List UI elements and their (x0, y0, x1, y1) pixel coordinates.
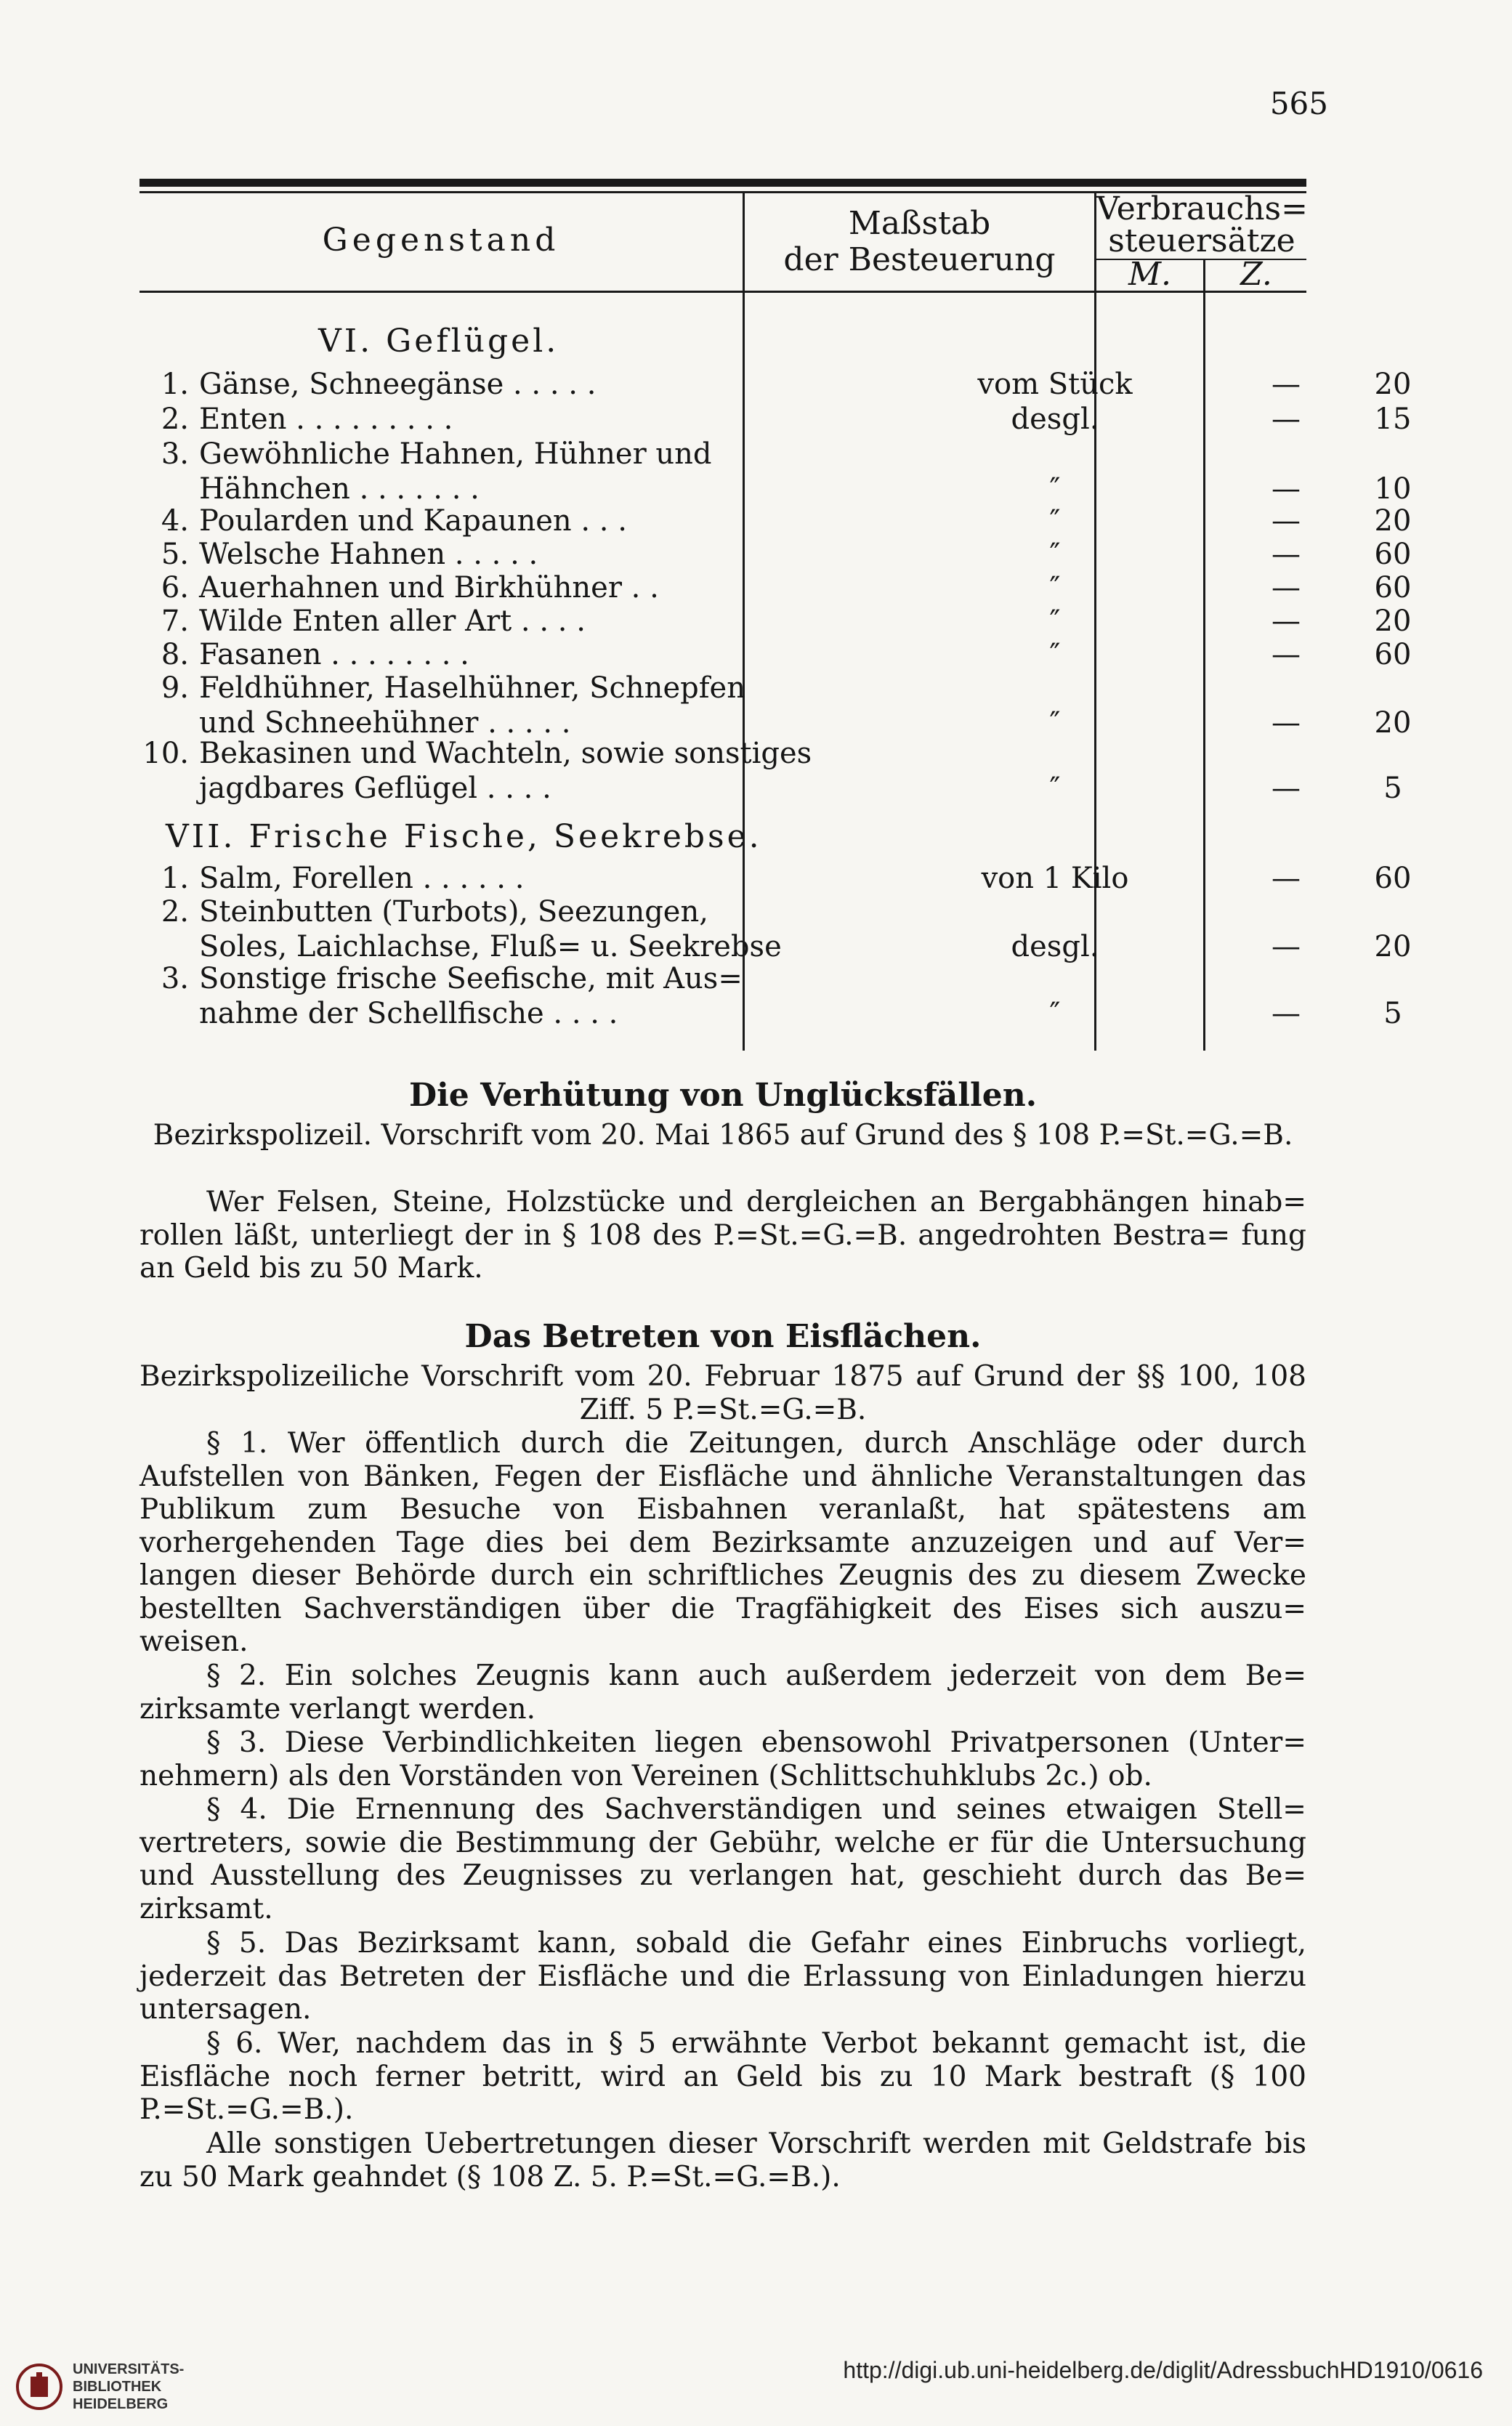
table-row: 2. Steinbutten (Turbots), Seezungen, Soles, Laichlachse, Fluß= u. Seekrebse desgl. — 20 (161, 895, 1412, 963)
logo-line-3: HEIDELBERG (73, 2396, 169, 2412)
table-top-rule-thick (140, 179, 1306, 187)
logo-line-1: UNIVERSITÄTS- (73, 2361, 185, 2377)
table-row: 1. Gänse, Schneegänse . . . . . vom Stück — 20 (161, 368, 1412, 401)
section-title-poultry: VI. Geflügel. (318, 323, 559, 360)
header-unit-mark: M. (1128, 256, 1172, 293)
table-row: 5. Welsche Hahnen . . . . . ″ — 60 (161, 538, 1412, 571)
ice-paragraph-6: § 6. Wer, nachdem das in § 5 erwähnte Verbot bekannt gemacht ist, die Eisfläche noch ferner betritt, wird an Geld bis zu 10 Mark bestraft (§ 100 P.=St.=G.=B.). (140, 2027, 1306, 2126)
library-logo (15, 2358, 240, 2416)
header-subject: Gegenstand (322, 222, 560, 259)
ice-paragraph-3: § 3. Diese Verbindlichkeiten liegen ebensowohl Privatpersonen (Unter= nehmern) als den Vorständen von Vereinen (Schlittschuhklubs 2c.) ob. (140, 1726, 1306, 1792)
table-row: 7. Wilde Enten aller Art . . . . ″ — 20 (161, 605, 1412, 638)
table-row: 2. Enten . . . . . . . . . desgl. — 15 (161, 403, 1412, 436)
source-url-link[interactable]: http://digi.ub.uni-heidelberg.de/diglit/AdressbuchHD1910/0616 (843, 2357, 1483, 2383)
accidents-text: Wer Felsen, Steine, Holzstücke und dergleichen an Bergabhängen hinab= rollen läßt, unterliegt der in § 108 des P.=St.=G.=B. angedrohten Bestra= fung an Geld bis zu 50 Mark. (140, 1186, 1306, 1285)
table-row: 3. Sonstige frische Seefische, mit Aus= nahme der Schellfische . . . . ″ — 5 (161, 962, 1402, 1030)
logo-line-2: BIBLIOTHEK (73, 2379, 162, 2395)
ice-source: Bezirkspolizeiliche Vorschrift vom 20. Februar 1875 auf Grund der §§ 100, 108 Ziff. 5 P.=St.=G.=B. (140, 1360, 1306, 1426)
table-row: 1. Salm, Forellen . . . . . . von 1 Kilo — 60 (161, 862, 1412, 895)
heading-accident-prevention: Die Verhütung von Unglücksfällen. (408, 1077, 1038, 1114)
page-number: 565 (1269, 86, 1328, 121)
header-scale-line2: der Besteuerung (783, 241, 1056, 278)
table-row: 10. Bekasinen und Wachteln, sowie sonstiges jagdbares Geflügel . . . . ″ — 5 (142, 737, 1402, 805)
header-rates-line1: Verbrauchs= (1096, 190, 1309, 227)
header-unit-pf: Z. (1240, 256, 1272, 293)
ice-paragraph-4: § 4. Die Ernennung des Sachverständigen und seines etwaigen Stell= vertreters, sowie die Bestimmung der Gebühr, welche er für die Untersuchung und Ausstellung des Zeugnisses zu verlangen hat, geschieht durch das Be= zirksamt. (140, 1793, 1306, 1925)
table-row: 3. Gewöhnliche Hahnen, Hühner und Hähnchen . . . . . . . ″ — 10 (161, 437, 1412, 506)
heading-ice-surfaces: Das Betreten von Eisflächen. (464, 1318, 982, 1355)
accidents-source: Bezirkspolizeil. Vorschrift vom 20. Mai 1865 auf Grund des § 108 P.=St.=G.=B. (153, 1119, 1293, 1152)
header-rates-line2: steuersätze (1108, 222, 1295, 259)
ice-paragraph-7: Alle sonstigen Uebertretungen dieser Vorschrift werden mit Geldstrafe bis zu 50 Mark geahndet (§ 108 Z. 5. P.=St.=G.=B.). (140, 2127, 1306, 2193)
ice-paragraph-2: § 2. Ein solches Zeugnis kann auch außerdem jederzeit von dem Be= zirksamte verlangt werden. (140, 1659, 1306, 1726)
table-row: 6. Auerhahnen und Birkhühner . . ″ — 60 (161, 571, 1412, 605)
table-row: 8. Fasanen . . . . . . . . ″ — 60 (161, 638, 1412, 671)
library-seal-icon (15, 2362, 64, 2411)
table-row: 4. Poularden und Kapaunen . . . ″ — 20 (161, 504, 1412, 538)
table-row: 9. Feldhühner, Haselhühner, Schnepfen und Schneehühner . . . . . ″ — 20 (161, 671, 1412, 740)
ice-paragraph-5: § 5. Das Bezirksamt kann, sobald die Gefahr eines Einbruchs vorliegt, jederzeit das Betreten der Eisfläche und die Erlassung von Einladungen hierzu untersagen. (140, 1927, 1306, 2026)
section-title-fish: VII. Frische Fische, Seekrebse. (166, 818, 762, 855)
ice-paragraph-1: § 1. Wer öffentlich durch die Zeitungen, durch Anschläge oder durch Aufstellen von Bänken, Fegen der Eisfläche und ähnliche Veranstaltungen das Publikum zum Besuche von Eisbahnen veranlaßt, hat spätestens am vorhergehenden Tage dies bei dem Bezirksamte anzuzeigen und auf Ver= langen dieser Behörde durch ein schriftliches Zeugnis des zu diesem Zwecke bestellten Sachverständigen über die Tragfähigkeit des Eises sich auszu= weisen. (140, 1427, 1306, 1658)
header-scale-line1: Maßstab (848, 205, 991, 242)
